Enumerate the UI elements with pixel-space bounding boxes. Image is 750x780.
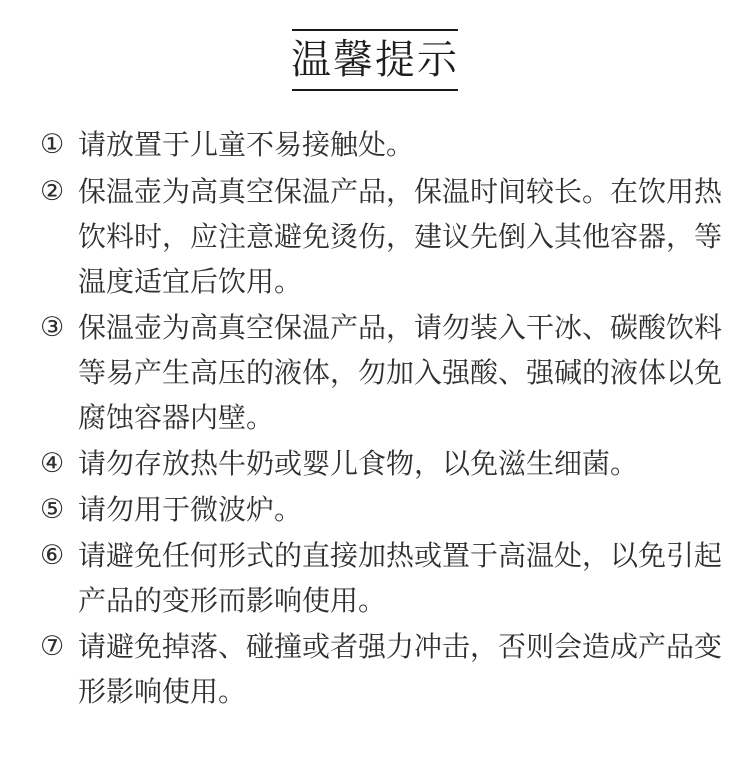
title-frame (292, 29, 458, 91)
tip-item-1 (40, 122, 730, 167)
tip-item-5 (40, 487, 730, 532)
tip-text: 请放置于儿童不易接触处。 (78, 128, 415, 161)
tip-number: ⑦ (40, 631, 65, 662)
tip-number: ① (40, 129, 65, 160)
tip-number: ④ (40, 448, 65, 479)
tip-number: ⑤ (40, 494, 65, 525)
tip-text: 保温壶为高真空保温产品，请勿装入干冰、碳酸饮料等易产生高压的液体，勿加入强酸、强碱的液体以免腐蚀容器内壁。 (78, 311, 723, 434)
tip-item-6 (40, 533, 730, 623)
tip-number: ② (40, 176, 65, 207)
tip-text: 请勿存放热牛奶或婴儿食物，以免滋生细菌。 (78, 447, 639, 480)
page-title: 温馨提示 (291, 37, 459, 83)
tip-item-7 (40, 624, 730, 714)
tip-number: ③ (40, 312, 65, 343)
tip-item-3 (40, 305, 730, 440)
tip-text: 请避免任何形式的直接加热或置于高温处，以免引起产品的变形而影响使用。 (78, 539, 723, 617)
tip-text: 请勿用于微波炉。 (78, 493, 303, 526)
tip-item-4 (40, 441, 730, 486)
tip-number: ⑥ (40, 540, 65, 571)
tips-list (40, 122, 730, 714)
tip-item-2 (40, 169, 730, 304)
tip-text: 保温壶为高真空保温产品，保温时间较长。在饮用热饮料时，应注意避免烫伤，建议先倒入其他容器，等温度适宜后饮用。 (78, 175, 723, 298)
tip-text: 请避免掉落、碰撞或者强力冲击，否则会造成产品变形影响使用。 (78, 630, 723, 708)
